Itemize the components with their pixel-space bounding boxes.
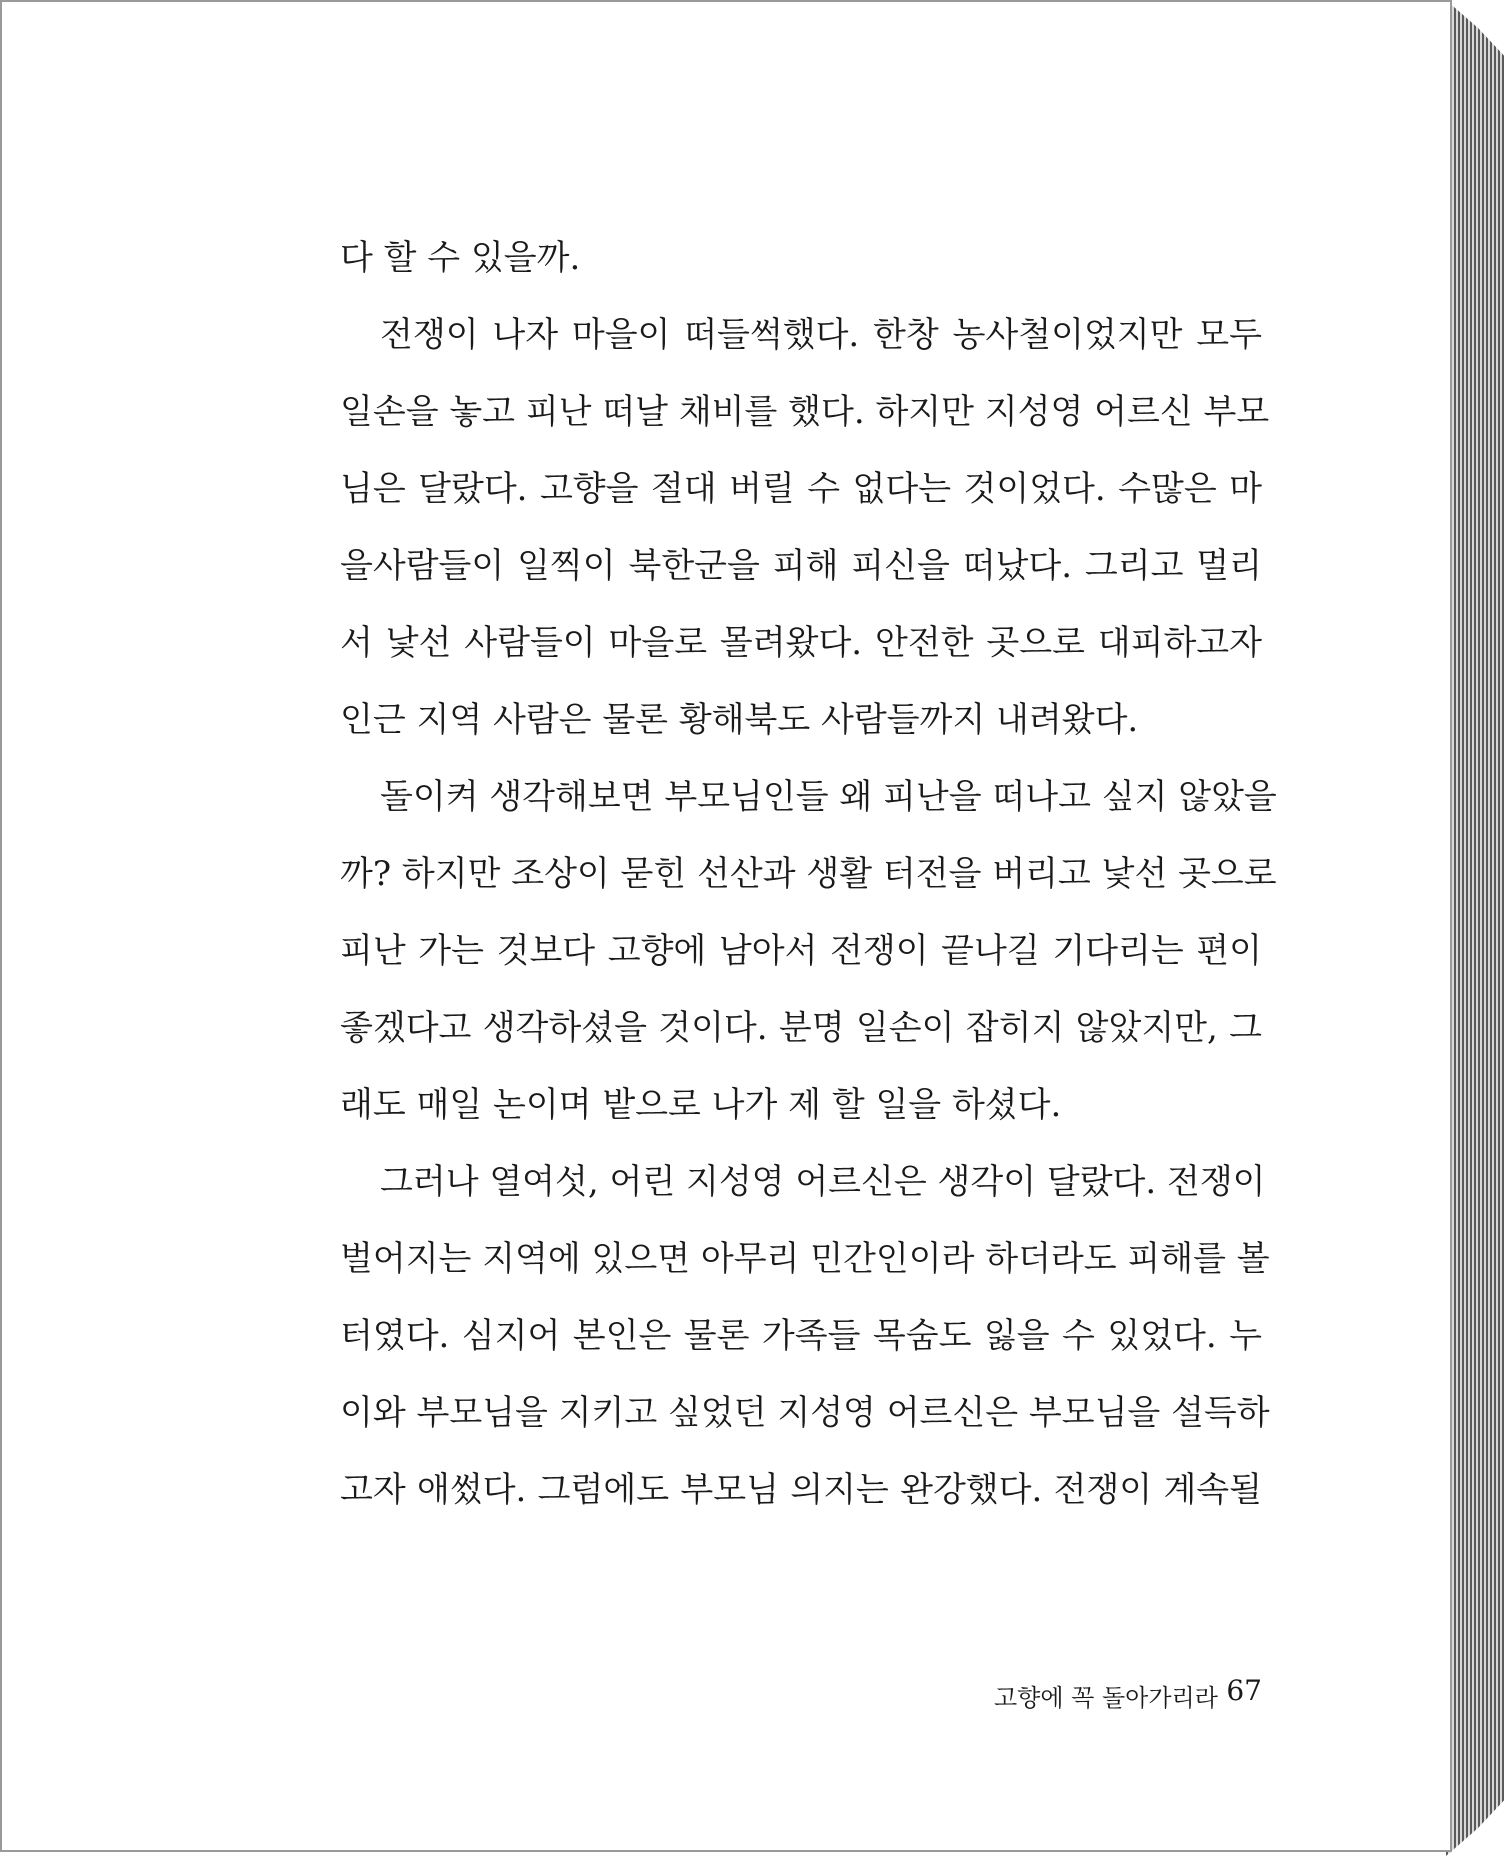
text-line: 벌어지는 지역에 있으면 아무리 민간인이라 하더라도 피해를 볼 (340, 1239, 1270, 1279)
text-line: 까? 하지만 조상이 묻힌 선산과 생활 터전을 버리고 낯선 곳으로 (340, 854, 1277, 894)
text-line: 서 낯선 사람들이 마을로 몰려왔다. 안전한 곳으로 대피하고자 (340, 623, 1262, 663)
text-line: 을사람들이 일찍이 북한군을 피해 피신을 떠났다. 그리고 멀리 (340, 546, 1262, 586)
running-title: 고향에 꼭 돌아가리라 (994, 1684, 1218, 1712)
text-line: 그러나 열여섯, 어린 지성영 어르신은 생각이 달랐다. 전쟁이 (380, 1162, 1266, 1202)
page-footer (982, 1674, 1262, 1714)
page-number: 67 (1226, 1674, 1262, 1707)
text-line: 전쟁이 나자 마을이 떠들썩했다. 한창 농사철이었지만 모두 (380, 315, 1262, 355)
text-line: 님은 달랐다. 고향을 절대 버릴 수 없다는 것이었다. 수많은 마 (340, 469, 1262, 509)
text-line: 일손을 놓고 피난 떠날 채비를 했다. 하지만 지성영 어르신 부모 (340, 392, 1270, 432)
text-line: 피난 가는 것보다 고향에 남아서 전쟁이 끝나길 기다리는 편이 (340, 931, 1262, 971)
text-line: 래도 매일 논이며 밭으로 나가 제 할 일을 하셨다. (340, 1085, 1062, 1125)
text-line: 터였다. 심지어 본인은 물론 가족들 목숨도 잃을 수 있었다. 누 (340, 1316, 1262, 1356)
text-line: 이와 부모님을 지키고 싶었던 지성영 어르신은 부모님을 설득하 (340, 1393, 1270, 1433)
body-text (340, 220, 1277, 1529)
text-line: 좋겠다고 생각하셨을 것이다. 분명 일손이 잡히지 않았지만, 그 (340, 1008, 1262, 1048)
text-line: 인근 지역 사람은 물론 황해북도 사람들까지 내려왔다. (340, 700, 1139, 740)
text-line: 고자 애썼다. 그럼에도 부모님 의지는 완강했다. 전쟁이 계속될 (340, 1470, 1262, 1510)
text-line: 돌이켜 생각해보면 부모님인들 왜 피난을 떠나고 싶지 않았을 (380, 777, 1277, 817)
text-line: 다 할 수 있을까. (340, 238, 581, 278)
page-edges (1446, 0, 1504, 1856)
